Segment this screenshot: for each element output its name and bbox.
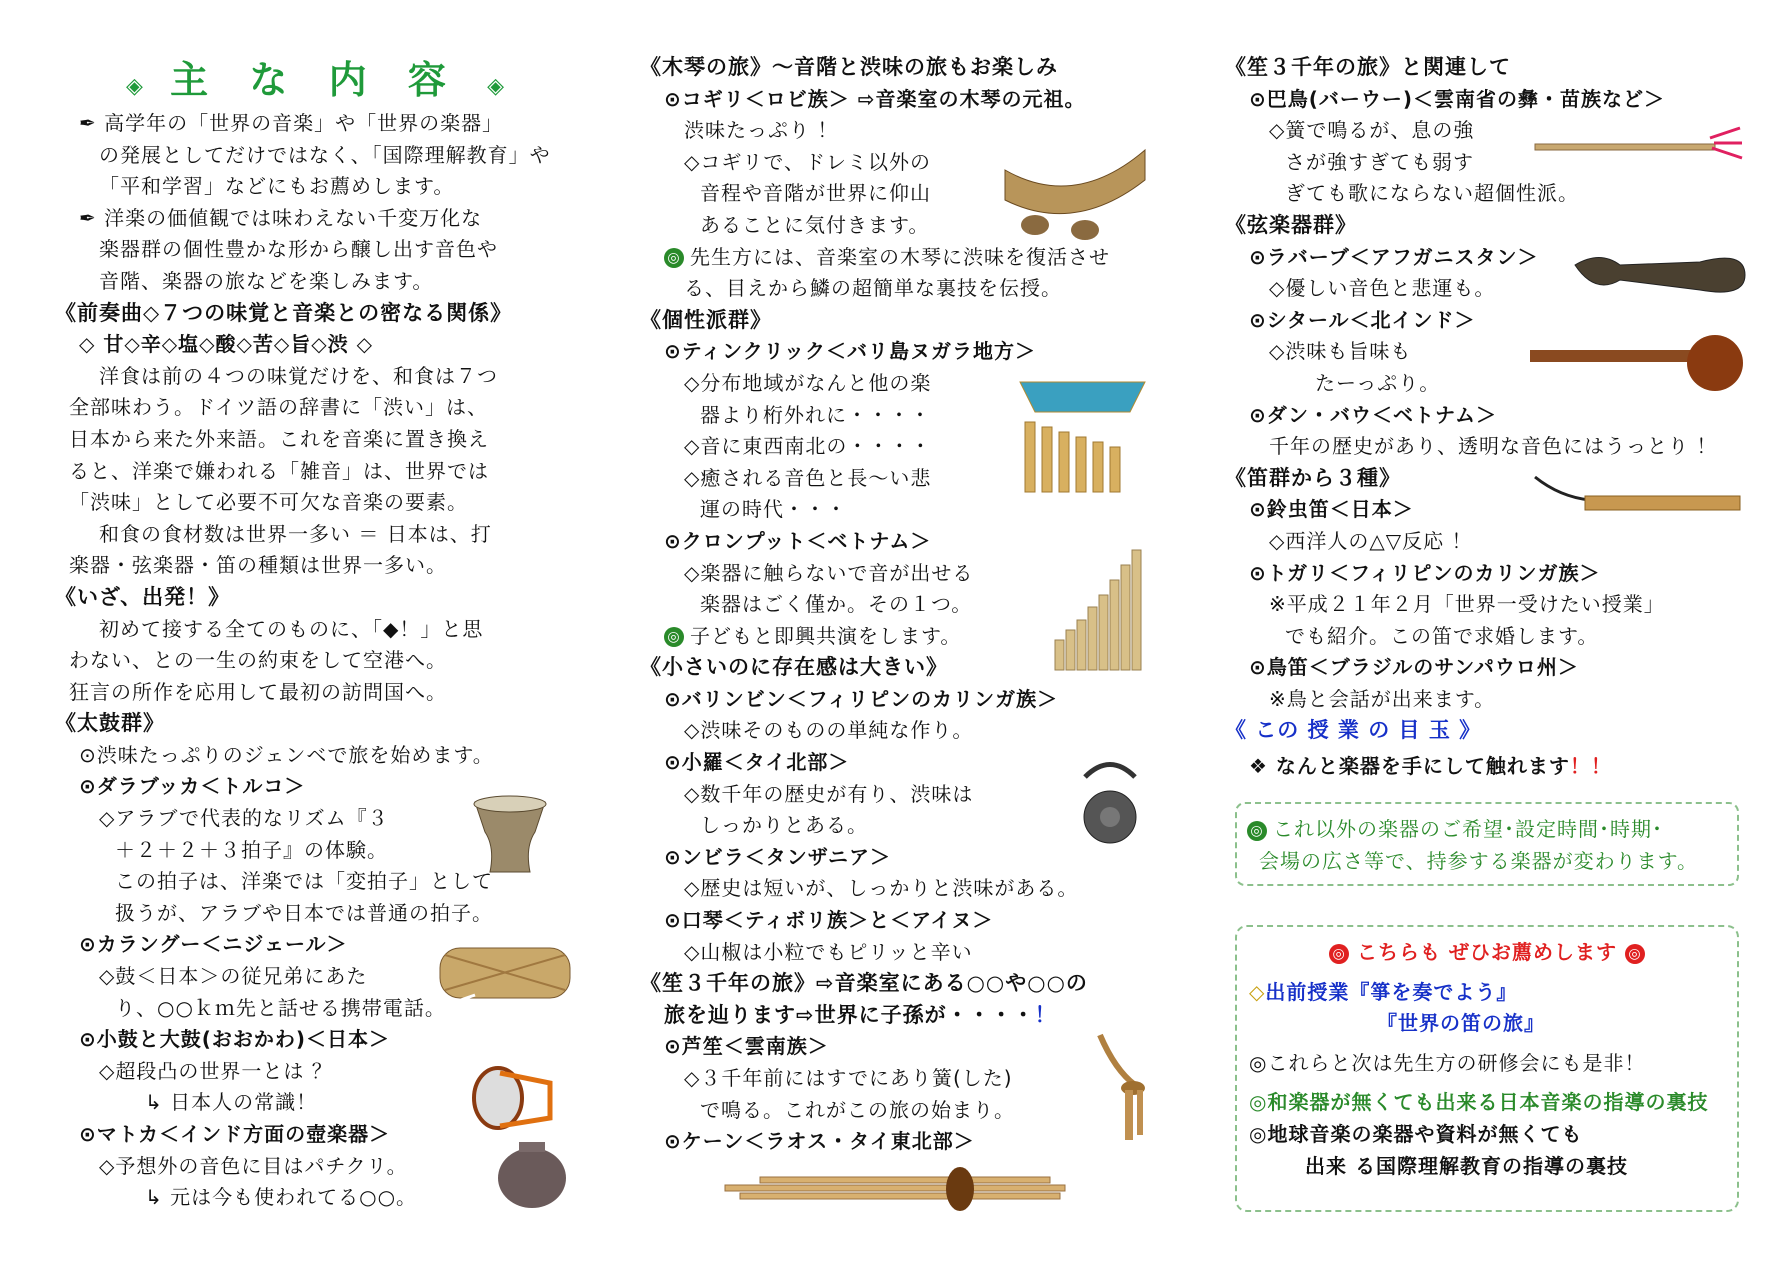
pen-icon: ✒ bbox=[79, 205, 97, 230]
list-item: ぎても歌にならない超個性派。 bbox=[1285, 181, 1579, 206]
section-heading-flutes: 《笛群から３種》 bbox=[1225, 465, 1401, 490]
column-left bbox=[55, 52, 575, 1214]
list-item: ⊙渋味たっぷりのジェンベで旅を始めます。 bbox=[79, 742, 494, 767]
list-item: ⊙ダン・バウ＜ベトナム＞ bbox=[1249, 402, 1497, 427]
list-item: 扱うが、アラブや日本では普通の拍子。 bbox=[115, 900, 493, 925]
list-item: ◇優しい音色と悲運も。 bbox=[1269, 276, 1496, 301]
section-heading-drums: 《太鼓群》 bbox=[55, 711, 165, 736]
recommend-line: ◎地球音楽の楽器や資料が無くても bbox=[1249, 1121, 1583, 1146]
body-line: 全部味わう。ドイツ語の辞書に「渋い」は、 bbox=[69, 395, 488, 420]
recommend-line: 『世界の笛の旅』 bbox=[1377, 1011, 1545, 1036]
diamond-icon: ❖ bbox=[1249, 754, 1268, 779]
recommend-line: ◎これらと次は先生方の研修会にも是非！ bbox=[1249, 1050, 1646, 1075]
list-item: ⊙小鼓と大鼓(おおかわ)＜日本＞ bbox=[79, 1027, 391, 1052]
kotsuzumi-image bbox=[470, 1058, 565, 1133]
gyil-xylophone-image bbox=[995, 140, 1155, 245]
list-item: ⊙巴鳥(バーウー)＜雲南省の彝・苗族など＞ bbox=[1249, 86, 1666, 111]
list-item: ⊙シタール＜北インド＞ bbox=[1249, 307, 1476, 332]
list-item: ◇山椒は小粒でもピリッと辛い bbox=[684, 939, 973, 964]
list-item: ◇癒される音色と長～い悲 bbox=[684, 465, 932, 490]
section-heading-small: 《小さいのに存在感は大きい》 bbox=[640, 655, 948, 680]
list-item: でも紹介。この笛で求婚します。 bbox=[1285, 623, 1599, 648]
tomoe-icon: ◎ bbox=[664, 248, 684, 268]
body-line: 初めて接する全てのものに、「◆！」と思 bbox=[99, 616, 484, 641]
intro-line: 楽器群の個性豊かな形から醸し出す音色や bbox=[99, 237, 498, 262]
kalangu-image bbox=[435, 940, 575, 1005]
list-item: ⊙鳥笛＜ブラジルのサンパウロ州＞ bbox=[1249, 655, 1579, 680]
list-item: ⊙マトカ＜インド方面の壺楽器＞ bbox=[79, 1122, 391, 1146]
list-item: ⊙クロンプット＜ベトナム＞ bbox=[664, 528, 932, 553]
intro-line: 「平和学習」などにもお薦めします。 bbox=[99, 174, 455, 199]
list-item: 楽器はごく僅か。その１つ。 bbox=[700, 592, 973, 617]
list-item: 運の時代・・・ bbox=[700, 497, 847, 522]
note-line: 会場の広さ等で、持参する楽器が変わります。 bbox=[1259, 848, 1698, 873]
list-item: ⊙鈴虫笛＜日本＞ bbox=[1249, 497, 1414, 522]
tingklik-image bbox=[1000, 372, 1155, 497]
list-item: ◎ 先生方には、音楽室の木琴に渋味を復活させ bbox=[640, 242, 1180, 274]
intro-line: 音階、楽器の旅などを楽しみます。 bbox=[99, 268, 434, 293]
body-line: 和食の食材数は世界一多い ＝ 日本は、打 bbox=[99, 521, 492, 546]
list-item: 千年の歴史があり、透明な音色にはうっとり ！ bbox=[1269, 434, 1718, 459]
list-item: あることに気付きます。 bbox=[700, 212, 930, 237]
list-item: ⊙トガリ＜フィリピンのカリンガ族＞ bbox=[1249, 560, 1601, 585]
list-item: ◇数千年の歴史が有り、渋味は bbox=[684, 781, 974, 806]
list-item: で鳴る。これがこの旅の始まり。 bbox=[700, 1097, 1015, 1122]
khaen-image bbox=[720, 1163, 1075, 1215]
intro-line: ✒ 高学年の「世界の音楽」や「世界の楽器」 bbox=[79, 111, 504, 135]
list-item: ◇渋味も旨味も bbox=[1269, 339, 1412, 364]
diamond-icon: ◈ bbox=[125, 74, 143, 99]
list-item: り、○○ｋｍ先と話せる携帯電話。 bbox=[115, 995, 446, 1020]
list-item: ◇３千年前にはすでにあり簧(した) bbox=[684, 1066, 1013, 1090]
list-item: ⊙芦笙＜雲南族＞ bbox=[664, 1034, 829, 1059]
section-heading-xylophone: 《木琴の旅》～音階と渋味の旅もお楽しみ bbox=[640, 55, 1058, 79]
list-item: ◇楽器に触らないで音が出せる bbox=[684, 560, 974, 585]
list-item: ◇超段凸の世界一とは ？ bbox=[99, 1058, 333, 1083]
diamond-icon: ◇ bbox=[1249, 979, 1266, 1004]
klong-put-image bbox=[1050, 545, 1155, 675]
darbuka-image bbox=[455, 792, 565, 877]
list-item: ⊙ダラブッカ＜トルコ＞ bbox=[79, 774, 306, 799]
list-item: る、目えから鱗の超簡単な裏技を伝授。 bbox=[684, 276, 1062, 301]
pen-icon: ✒ bbox=[79, 111, 97, 135]
intro-line: ✒ 洋楽の価値観では味わえない千変万化な bbox=[79, 205, 483, 230]
section-heading-unique: 《個性派群》 bbox=[640, 307, 772, 332]
gong-image bbox=[1075, 742, 1145, 862]
lusheng-image bbox=[1095, 1030, 1150, 1145]
list-item: ⊙カラングー＜ニジェール＞ bbox=[79, 932, 348, 957]
note-box bbox=[1235, 802, 1739, 886]
body-line: ると、洋楽で嫌われる「雑音」は、世界では bbox=[69, 458, 489, 483]
section-heading-sho-cont: 旅を辿ります⇨世界に子孫が・・・・！ bbox=[664, 1002, 1057, 1027]
body-line: 狂言の所作を応用して最初の訪問国へ。 bbox=[69, 679, 447, 704]
list-item: ↳ 元は今も使われてる○○。 bbox=[145, 1185, 418, 1210]
list-item: ◇歴史は短いが、しっかりと渋味がある。 bbox=[684, 876, 1079, 901]
list-item: ↳ 日本人の常識！ bbox=[145, 1090, 318, 1115]
list-item: ◇簧で鳴るが、息の強 bbox=[1269, 118, 1475, 143]
tomoe-icon: ◎ bbox=[1329, 944, 1349, 964]
list-item: ⊙口琴＜ティボリ族＞と＜アイヌ＞ bbox=[664, 908, 994, 933]
list-item: ◇西洋人の△▽反応 ！ bbox=[1269, 528, 1473, 553]
list-item: 器より桁外れに・・・・ bbox=[700, 402, 931, 427]
list-item: ⊙ラバーブ＜アフガニスタン＞ bbox=[1249, 244, 1539, 269]
bawu-image bbox=[1530, 118, 1745, 173]
section-heading-strings: 《弦楽器群》 bbox=[1225, 212, 1357, 237]
list-item: ⊙ティンクリック＜バリ島ヌガラ地方＞ bbox=[664, 339, 1036, 364]
list-item: ◎ 子どもと即興共演をします。 bbox=[640, 621, 1180, 653]
tomoe-icon: ◎ bbox=[1247, 821, 1267, 841]
recommend-box bbox=[1235, 925, 1739, 1212]
section-heading-highlight: 《 この 授 業 の 目 玉 》 bbox=[1225, 718, 1482, 743]
list-item: ◇渋味そのものの単純な作り。 bbox=[684, 718, 974, 743]
tomoe-icon: ◎ bbox=[1625, 944, 1645, 964]
recommend-heading: ◎ こちらも ぜひお薦めします ◎ bbox=[1237, 937, 1737, 969]
recommend-line: ◎和楽器が無くても出来る日本音楽の指導の裏技 bbox=[1249, 1090, 1709, 1115]
list-item: たーっぷり。 bbox=[1315, 370, 1441, 395]
body-line: 洋食は前の４つの味覚だけを、和食は７つ bbox=[99, 363, 498, 388]
list-item: この拍子は、洋楽では「変拍子」として bbox=[115, 869, 493, 894]
list-item: ⊙小羅＜タイ北部＞ bbox=[664, 750, 850, 775]
list-item: しっかりとある。 bbox=[700, 813, 868, 838]
tastes-line: ◇ 甘◇辛◇塩◇酸◇苦◇旨◇渋 ◇ bbox=[79, 332, 373, 357]
list-item: ＋２＋２＋３拍子』の体験。 bbox=[115, 837, 388, 862]
page-title bbox=[55, 52, 575, 108]
list-item: ※鳥と会話が出来ます。 bbox=[1269, 686, 1496, 711]
matka-image bbox=[495, 1136, 570, 1214]
intro-line: の発展としてだけではなく、「国際理解教育」や bbox=[99, 142, 551, 167]
body-line: 「渋味」として必要不可欠な音楽の要素。 bbox=[69, 490, 468, 515]
sitar-image bbox=[1525, 325, 1750, 395]
list-item: ◇予想外の音色に目はパチクリ。 bbox=[99, 1153, 408, 1178]
body-line: 楽器・弦楽器・笛の種類は世界一多い。 bbox=[69, 553, 447, 578]
recommend-line: 出来 る国際理解教育の指導の裏技 bbox=[1305, 1153, 1628, 1178]
section-heading-sho-related: 《笙３千年の旅》と関連して bbox=[1225, 55, 1511, 79]
dan-bau-image bbox=[1530, 472, 1745, 517]
body-line: 日本から来た外来語。これを音楽に置き換え bbox=[69, 426, 489, 451]
list-item: 音程や音階が世界に仰山 bbox=[700, 181, 931, 206]
list-item: ◇コギリで、ドレミ以外の bbox=[684, 149, 931, 174]
rubab-image bbox=[1570, 240, 1750, 300]
list-item: さが強すぎても弱す bbox=[1285, 149, 1474, 174]
recommend-line: ◇出前授業『箏を奏でよう』 bbox=[1249, 979, 1518, 1004]
section-heading-sho: 《笙３千年の旅》⇨音楽室にある○○や○○の bbox=[640, 971, 1088, 996]
list-item: 渋味たっぷり ！ bbox=[684, 118, 839, 143]
list-item: ⊙ンビラ＜タンザニア＞ bbox=[664, 844, 891, 869]
tomoe-icon: ◎ bbox=[664, 627, 684, 647]
section-heading-depart: 《いざ、出発！》 bbox=[55, 584, 231, 609]
section-heading-prelude: 《前奏曲◇７つの味覚と音楽との密なる関係》 bbox=[55, 300, 513, 325]
highlight-line: ❖ なんと楽器を手にして触れます！！ bbox=[1249, 754, 1612, 779]
list-item: ⊙バリンビン＜フィリピンのカリンガ族＞ bbox=[664, 686, 1059, 711]
body-line: わない、との一生の約束をして空港へ。 bbox=[69, 648, 447, 673]
list-item: ◇音に東西南北の・・・・ bbox=[684, 434, 932, 459]
list-item: ⊙ケーン＜ラオス・タイ東北部＞ bbox=[664, 1129, 975, 1154]
list-item: ⊙コギリ＜ロビ族＞ ⇨音楽室の木琴の元祖。 bbox=[664, 86, 1086, 111]
title-text: 主 な 内 容 bbox=[170, 58, 460, 102]
list-item: ◇アラブで代表的なリズム『３ bbox=[99, 806, 389, 831]
diamond-icon: ◈ bbox=[487, 74, 504, 99]
list-item: ◇鼓＜日本＞の従兄弟にあた bbox=[99, 964, 368, 989]
list-item: ※平成２１年２月「世界一受けたい授業」 bbox=[1269, 592, 1665, 617]
list-item: ◇分布地域がなんと他の楽 bbox=[684, 370, 932, 395]
note-line: ◎ これ以外の楽器のご希望･設定時間･時期･ bbox=[1237, 804, 1737, 846]
